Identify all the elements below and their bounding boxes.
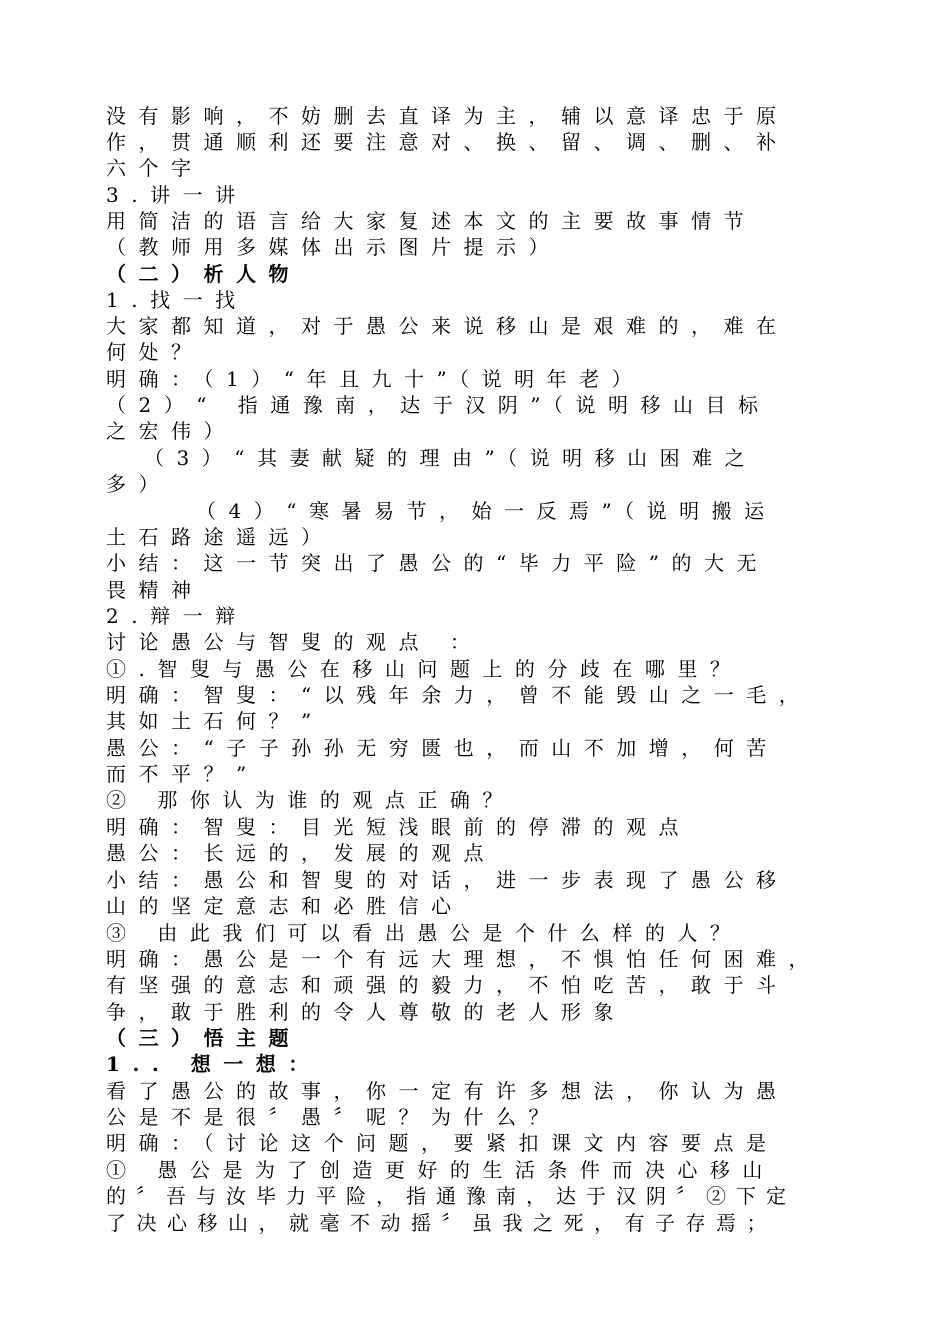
section-heading: 2.辩一辩 [106, 604, 248, 628]
section-title: （三）悟主题 [106, 1026, 301, 1050]
text-line: ① 愚公是为了创造更好的生活条件而决心移山 [106, 1158, 775, 1182]
text-line: ② 那你认为谁的观点正确？ [106, 788, 515, 812]
text-line: 其如土石何？” [106, 709, 324, 733]
section-heading: 1.找一找 [106, 288, 248, 312]
text-line: （3）“其妻献疑的理由”（说明移山困难之 [144, 446, 758, 470]
text-line: 之宏伟） [106, 419, 236, 443]
text-line: 没有影响，不妨删去直译为主，辅以意译忠于原 [106, 104, 789, 128]
text-line: 六个字 [106, 156, 204, 180]
text-line: 畏精神 [106, 578, 204, 602]
text-line: 何处？ [106, 340, 204, 364]
text-line: 明确：智叟：目光短浅眼前的停滞的观点 [106, 815, 691, 839]
section-heading: 3.讲一讲 [106, 183, 248, 207]
text-line: ③ 由此我们可以看出愚公是个什么样的人？ [106, 921, 743, 945]
text-line: 讨论愚公与智叟的观点 ： [106, 630, 483, 654]
text-line: 愚公：长远的，发展的观点 [106, 841, 496, 865]
text-line: ①.智叟与愚公在移山问题上的分歧在哪里？ [106, 657, 743, 681]
text-line: 有坚强的意志和顽强的毅力，不怕吃苦，敢于斗 [106, 973, 789, 997]
text-line: 作，贯通顺利还要注意对、换、留、调、删、补 [106, 130, 789, 154]
text-line: 多） [106, 472, 171, 496]
text-line: 小结：愚公和智叟的对话，进一步表现了愚公移 [106, 868, 789, 892]
text-line: 明确：（1）“年且九十”（说明年老） [106, 367, 645, 391]
text-line: 明确：智叟：“以残年余力，曾不能毁山之一毛， [106, 683, 812, 707]
text-line: （2）“ 指通豫南，达于汉阴”（说明移山目标 [106, 393, 771, 417]
text-line: 公是不是很〞愚〞呢？为什么？ [106, 1105, 561, 1129]
text-line: 的〞吾与汝毕力平险，指通豫南，达于汉阴〞②下定 [106, 1184, 796, 1208]
text-line: 争，敢于胜利的令人尊敬的老人形象 [106, 1000, 626, 1024]
text-line: 山的坚定意志和必胜信心 [106, 894, 464, 918]
text-line: 而不平？” [106, 762, 259, 786]
text-line: 用简洁的语言给大家复述本文的主要故事情节 [106, 209, 756, 233]
section-heading: 1.. 想一想： [106, 1052, 321, 1076]
text-line: 明确：（讨论这个问题，要紧扣课文内容要点是 [106, 1131, 779, 1155]
text-line: 愚公：“子子孙孙无穷匮也，而山不加增，何苦 [106, 736, 779, 760]
text-line: 大家都知道，对于愚公来说移山是艰难的，难在 [106, 314, 789, 338]
text-line: 明确：愚公是一个有远大理想，不惧怕任何困难， [106, 947, 821, 971]
text-line: 小结：这一节突出了愚公的“毕力平险”的大无 [106, 551, 769, 575]
section-title: （二）析人物 [106, 262, 301, 286]
text-line: 看了愚公的故事，你一定有许多想法，你认为愚 [106, 1079, 789, 1103]
text-line: （教师用多媒体出示图片提示） [106, 235, 561, 259]
text-line: （4）“寒暑易节，始一反焉”（说明搬运 [196, 499, 777, 523]
text-line: 土石路途遥远） [106, 525, 334, 549]
text-line: 了决心移山，就毫不动摇〞虽我之死，有子存焉； [106, 1211, 777, 1235]
